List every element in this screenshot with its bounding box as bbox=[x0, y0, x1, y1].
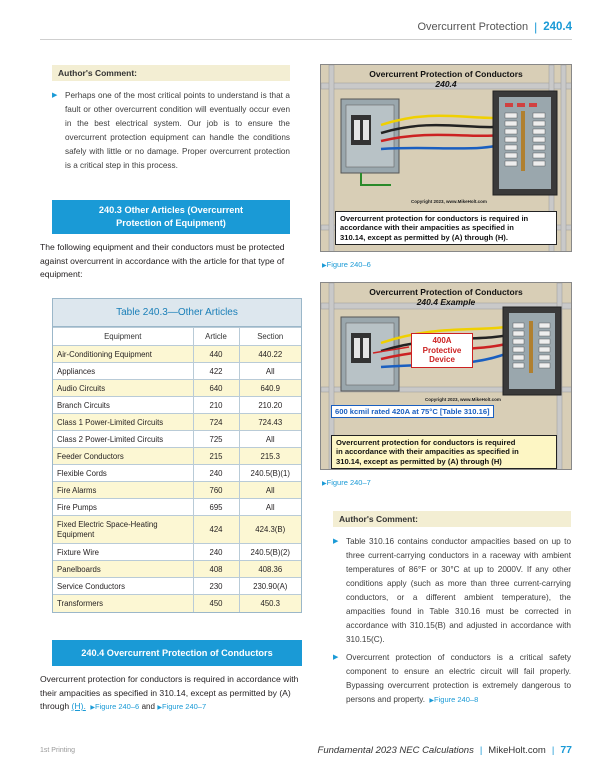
section-240-4-text bbox=[40, 673, 302, 716]
table-row bbox=[53, 448, 301, 465]
footer-book-title: Fundamental 2023 NEC Calculations bbox=[317, 744, 474, 756]
header-separator: | bbox=[534, 20, 538, 34]
triangle-icon: ▶ bbox=[322, 263, 327, 269]
table-title: Table 240.3—Other Articles bbox=[53, 299, 301, 327]
table-row bbox=[53, 397, 301, 414]
cell-equipment: Feeder Conductors bbox=[53, 448, 193, 465]
cell-equipment: Audio Circuits bbox=[53, 380, 193, 397]
author-comment-heading: Author's Comment: bbox=[333, 511, 571, 527]
cell-section: All bbox=[239, 363, 301, 380]
figure-240-7-link[interactable] bbox=[157, 702, 206, 711]
figure-2-callout bbox=[331, 435, 557, 469]
cell-article: 408 bbox=[193, 561, 239, 578]
figure-link-text: Figure 240–8 bbox=[434, 695, 479, 704]
figure-240-6-link[interactable] bbox=[88, 702, 139, 711]
cell-equipment: Panelboards bbox=[53, 561, 193, 578]
cell-article: 725 bbox=[193, 431, 239, 448]
link-h[interactable]: (H). bbox=[71, 701, 86, 711]
footer-printing: 1st Printing bbox=[40, 747, 76, 754]
figure-1-copyright: Copyright 2023, www.MikeHolt.com bbox=[411, 199, 487, 204]
table-row bbox=[53, 346, 301, 363]
table-row bbox=[53, 516, 301, 544]
figure-2-title-block bbox=[321, 287, 571, 307]
figure-link-text: Figure 240–6 bbox=[94, 702, 140, 711]
figure-240-7-label[interactable] bbox=[322, 478, 371, 487]
page-header bbox=[417, 20, 572, 34]
cell-section: 240.5(B)(2) bbox=[239, 544, 301, 561]
callout-line: accordance with their ampacities as specified in bbox=[340, 223, 514, 233]
section-240-3-heading-line2: Protection of Equipment) bbox=[116, 218, 226, 228]
cell-section: 640.9 bbox=[239, 380, 301, 397]
triangle-icon: ▶ bbox=[157, 705, 162, 711]
cell-article: 695 bbox=[193, 499, 239, 516]
cell-article: 440 bbox=[193, 346, 239, 363]
section-240-4-line1: Overcurrent protection for conductors is required in accordance with bbox=[40, 674, 299, 684]
table-row bbox=[53, 578, 301, 595]
cell-section: 230.90(A) bbox=[239, 578, 301, 595]
cell-article: 760 bbox=[193, 482, 239, 499]
cell-section: 424.3(B) bbox=[239, 516, 301, 544]
table-row bbox=[53, 595, 301, 612]
bullet-text: Table 310.16 contains conductor ampacities based on up to three current-carrying conductors in a raceway with ambient temperatures of 86°F or 30°C at up to 2000V. If any other conditions apply (such as more than three current-carrying conductors, or a different ambient temperature), the ampacities found in Table 310.16 must be corrected in accordance with 310.15(B) and adjusted in accordance with 310.15(C). bbox=[346, 537, 571, 644]
callout-line: 310.14, except as permitted by (A) through (H) bbox=[336, 456, 502, 466]
cell-equipment: Flexible Cords bbox=[53, 465, 193, 482]
table-240-3 bbox=[52, 298, 302, 613]
author-comment-1 bbox=[52, 65, 290, 173]
table-header-row bbox=[53, 328, 301, 346]
cell-section: 724.43 bbox=[239, 414, 301, 431]
cell-article: 240 bbox=[193, 544, 239, 561]
section-240-4-heading: 240.4 Overcurrent Protection of Conductors bbox=[52, 640, 302, 666]
device-label-line: Device bbox=[429, 355, 455, 364]
cell-equipment: Fire Alarms bbox=[53, 482, 193, 499]
figure-link-text: Figure 240–7 bbox=[161, 702, 207, 711]
cell-equipment: Service Conductors bbox=[53, 578, 193, 595]
text-through: through bbox=[40, 701, 70, 711]
figure-1-subtitle: 240.4 bbox=[435, 79, 457, 89]
cell-article: 640 bbox=[193, 380, 239, 397]
figure-240-7 bbox=[320, 282, 572, 470]
device-label-line: Protective bbox=[422, 345, 462, 355]
callout-line: Overcurrent protection for conductors is required bbox=[336, 438, 516, 447]
cell-article: 210 bbox=[193, 397, 239, 414]
cell-article: 424 bbox=[193, 516, 239, 544]
author-comment-bullet-1 bbox=[333, 535, 571, 647]
cell-equipment: Appliances bbox=[53, 363, 193, 380]
figure-1-callout bbox=[335, 211, 557, 245]
cell-section: All bbox=[239, 431, 301, 448]
cell-equipment: Branch Circuits bbox=[53, 397, 193, 414]
figure-label-text: Figure 240–6 bbox=[326, 260, 371, 269]
figure-2-subtitle: 240.4 Example bbox=[416, 297, 476, 307]
author-comment-heading: Author's Comment: bbox=[52, 65, 290, 81]
page-number: 77 bbox=[560, 744, 572, 756]
cell-equipment: Transformers bbox=[53, 595, 193, 612]
header-section-title: Overcurrent Protection bbox=[417, 21, 529, 33]
section-240-3-heading bbox=[52, 200, 290, 234]
header-rule bbox=[40, 39, 572, 40]
protective-device-label bbox=[411, 333, 473, 368]
footer-separator: | bbox=[479, 744, 483, 756]
table-row bbox=[53, 482, 301, 499]
author-comment-paragraph bbox=[52, 89, 290, 173]
table-row bbox=[53, 544, 301, 561]
table-row bbox=[53, 363, 301, 380]
triangle-icon: ▶ bbox=[322, 481, 327, 487]
cell-article: 422 bbox=[193, 363, 239, 380]
section-240-3-heading-line1: 240.3 Other Articles (Overcurrent bbox=[98, 205, 244, 215]
table-row bbox=[53, 465, 301, 482]
triangle-icon: ▶ bbox=[90, 705, 95, 711]
bullet-arrow-icon: ▶ bbox=[333, 538, 339, 545]
triangle-icon: ▶ bbox=[429, 698, 435, 704]
figure-2-title: Overcurrent Protection of Conductors bbox=[369, 287, 523, 297]
cell-article: 240 bbox=[193, 465, 239, 482]
cell-section: 450.3 bbox=[239, 595, 301, 612]
cell-article: 215 bbox=[193, 448, 239, 465]
footer-separator: | bbox=[551, 744, 555, 756]
table-row bbox=[53, 380, 301, 397]
cell-article: 450 bbox=[193, 595, 239, 612]
callout-line: in accordance with their ampacities as specified in bbox=[336, 447, 519, 457]
cell-equipment: Fixed Electric Space-Heating Equipment bbox=[53, 516, 193, 544]
col-header-article: Article bbox=[193, 328, 239, 346]
figure-240-6 bbox=[320, 64, 572, 252]
figure-1-title-block bbox=[321, 69, 571, 89]
cell-section: 240.5(B)(1) bbox=[239, 465, 301, 482]
bullet-arrow-icon: ▶ bbox=[333, 654, 339, 661]
col-header-section: Section bbox=[239, 328, 301, 346]
cell-section: All bbox=[239, 482, 301, 499]
figure-240-8-link[interactable] bbox=[427, 695, 478, 704]
conductor-rating-label: 600 kcmil rated 420A at 75°C [Table 310.16] bbox=[331, 405, 494, 418]
page-footer bbox=[318, 744, 572, 756]
cell-section: 408.36 bbox=[239, 561, 301, 578]
cell-equipment: Class 1 Power-Limited Circuits bbox=[53, 414, 193, 431]
figure-label-text: Figure 240–7 bbox=[326, 478, 371, 487]
bullet-text: Overcurrent protection of conductors is a critical safety component to ensure an electric circuit will fail properly. Bypassing overcurrent protection is extremely dangerous to persons and property. bbox=[346, 653, 571, 704]
table-row bbox=[53, 499, 301, 516]
figure-240-6-label[interactable] bbox=[322, 260, 371, 269]
text-and: and bbox=[141, 702, 155, 711]
section-240-4-line3 bbox=[40, 700, 302, 716]
header-section-number: 240.4 bbox=[543, 21, 572, 33]
device-label-line: 400A bbox=[432, 336, 452, 345]
section-240-4-line2: their ampacities as specified in 310.14, except as permitted by (A) bbox=[40, 687, 291, 698]
author-comment-text: Perhaps one of the most critical points to understand is that a fault or other overcurrent condition will eventually occur even in the best electrical system. Our job is to ensure the overcurrent protection equipment can handle the conditions safely with little or no damage. Proper overcurrent protection is a critical step in this process. bbox=[65, 91, 290, 170]
cell-equipment: Fire Pumps bbox=[53, 499, 193, 516]
cell-section: 215.3 bbox=[239, 448, 301, 465]
table-row bbox=[53, 431, 301, 448]
author-comment-2 bbox=[333, 511, 571, 708]
table-body bbox=[53, 327, 301, 612]
cell-section: 440.22 bbox=[239, 346, 301, 363]
section-240-3-text: The following equipment and their conductors must be protected against overcurrent in accordance with the article for that type of equipment: bbox=[40, 242, 285, 279]
callout-line: 310.14, except as permitted by (A) through (H). bbox=[340, 232, 508, 242]
col-header-equipment: Equipment bbox=[53, 328, 193, 346]
cell-section: All bbox=[239, 499, 301, 516]
bullet-arrow-icon: ▶ bbox=[52, 92, 58, 99]
footer-website[interactable]: MikeHolt.com bbox=[488, 744, 546, 756]
table-row bbox=[53, 414, 301, 431]
figure-1-title: Overcurrent Protection of Conductors bbox=[369, 69, 523, 79]
figure-2-copyright: Copyright 2023, www.MikeHolt.com bbox=[425, 397, 501, 402]
table-row bbox=[53, 561, 301, 578]
cell-equipment: Air-Conditioning Equipment bbox=[53, 346, 193, 363]
author-comment-bullet-2 bbox=[333, 651, 571, 708]
cell-article: 724 bbox=[193, 414, 239, 431]
cell-equipment: Fixture Wire bbox=[53, 544, 193, 561]
callout-line: Overcurrent protection for conductors is required in bbox=[340, 214, 529, 223]
cell-article: 230 bbox=[193, 578, 239, 595]
cell-equipment: Class 2 Power-Limited Circuits bbox=[53, 431, 193, 448]
cell-section: 210.20 bbox=[239, 397, 301, 414]
